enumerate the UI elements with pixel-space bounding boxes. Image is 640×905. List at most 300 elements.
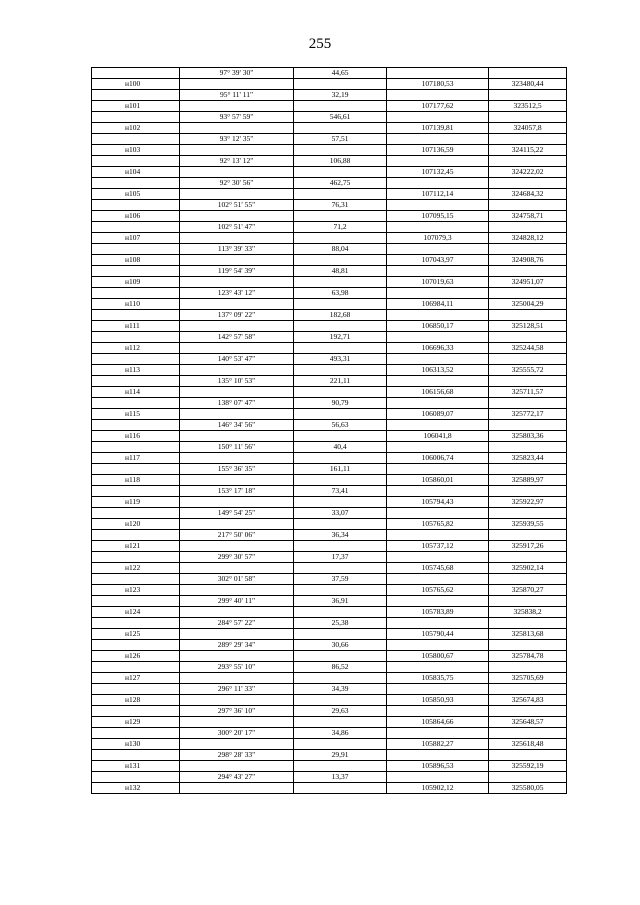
x-coordinate-cell: 105765,62 xyxy=(387,585,489,596)
point-cell: н121 xyxy=(92,541,180,552)
segment-row xyxy=(92,398,567,409)
point-row xyxy=(92,563,567,574)
angle-cell xyxy=(180,607,294,618)
point-cell xyxy=(92,486,180,497)
distance-cell: 36,34 xyxy=(294,530,387,541)
y-coordinate-cell: 325917,26 xyxy=(489,541,567,552)
angle-cell xyxy=(180,761,294,772)
angle-cell xyxy=(180,189,294,200)
x-coordinate-cell xyxy=(387,486,489,497)
distance-cell xyxy=(294,255,387,266)
point-row xyxy=(92,233,567,244)
angle-cell xyxy=(180,431,294,442)
x-coordinate-cell: 107132,45 xyxy=(387,167,489,178)
y-coordinate-cell xyxy=(489,310,567,321)
point-row xyxy=(92,255,567,266)
point-cell xyxy=(92,706,180,717)
angle-cell xyxy=(180,563,294,574)
distance-cell xyxy=(294,79,387,90)
distance-cell: 57,51 xyxy=(294,134,387,145)
distance-cell: 546,61 xyxy=(294,112,387,123)
y-coordinate-cell xyxy=(489,178,567,189)
y-coordinate-cell xyxy=(489,376,567,387)
angle-cell: 297° 36' 10" xyxy=(180,706,294,717)
y-coordinate-cell: 325870,27 xyxy=(489,585,567,596)
point-row xyxy=(92,409,567,420)
distance-cell xyxy=(294,145,387,156)
point-row xyxy=(92,321,567,332)
point-cell xyxy=(92,442,180,453)
point-cell xyxy=(92,464,180,475)
segment-row xyxy=(92,530,567,541)
point-cell: н103 xyxy=(92,145,180,156)
angle-cell: 153° 17' 18" xyxy=(180,486,294,497)
angle-cell: 302° 01' 58" xyxy=(180,574,294,585)
point-cell xyxy=(92,288,180,299)
y-coordinate-cell xyxy=(489,332,567,343)
x-coordinate-cell xyxy=(387,376,489,387)
point-cell: н102 xyxy=(92,123,180,134)
x-coordinate-cell xyxy=(387,684,489,695)
distance-cell: 71,2 xyxy=(294,222,387,233)
point-cell: н122 xyxy=(92,563,180,574)
segment-row xyxy=(92,288,567,299)
y-coordinate-cell xyxy=(489,508,567,519)
angle-cell xyxy=(180,123,294,134)
x-coordinate-cell: 107177,62 xyxy=(387,101,489,112)
point-cell xyxy=(92,200,180,211)
x-coordinate-cell: 105850,93 xyxy=(387,695,489,706)
angle-cell: 294° 43' 27" xyxy=(180,772,294,783)
angle-cell: 119° 54' 39" xyxy=(180,266,294,277)
y-coordinate-cell xyxy=(489,706,567,717)
point-cell: н130 xyxy=(92,739,180,750)
angle-cell xyxy=(180,233,294,244)
distance-cell: 63,98 xyxy=(294,288,387,299)
point-row xyxy=(92,673,567,684)
distance-cell xyxy=(294,277,387,288)
x-coordinate-cell xyxy=(387,200,489,211)
segment-row xyxy=(92,728,567,739)
segment-row xyxy=(92,442,567,453)
y-coordinate-cell: 324951,07 xyxy=(489,277,567,288)
y-coordinate-cell: 323480,44 xyxy=(489,79,567,90)
angle-cell xyxy=(180,255,294,266)
point-row xyxy=(92,695,567,706)
distance-cell xyxy=(294,541,387,552)
point-row xyxy=(92,519,567,530)
y-coordinate-cell: 325592,19 xyxy=(489,761,567,772)
x-coordinate-cell xyxy=(387,640,489,651)
x-coordinate-cell xyxy=(387,112,489,123)
x-coordinate-cell: 106156,68 xyxy=(387,387,489,398)
y-coordinate-cell xyxy=(489,156,567,167)
x-coordinate-cell xyxy=(387,310,489,321)
y-coordinate-cell xyxy=(489,486,567,497)
point-row xyxy=(92,629,567,640)
y-coordinate-cell: 325674,83 xyxy=(489,695,567,706)
point-cell: н105 xyxy=(92,189,180,200)
point-cell: н126 xyxy=(92,651,180,662)
point-cell: н115 xyxy=(92,409,180,420)
point-cell: н101 xyxy=(92,101,180,112)
y-coordinate-cell: 325922,97 xyxy=(489,497,567,508)
distance-cell: 161,11 xyxy=(294,464,387,475)
segment-row xyxy=(92,68,567,79)
distance-cell: 73,41 xyxy=(294,486,387,497)
x-coordinate-cell xyxy=(387,222,489,233)
x-coordinate-cell xyxy=(387,574,489,585)
y-coordinate-cell: 324115,22 xyxy=(489,145,567,156)
angle-cell: 150° 11' 56" xyxy=(180,442,294,453)
angle-cell: 138° 07' 47" xyxy=(180,398,294,409)
segment-row xyxy=(92,178,567,189)
distance-cell: 29,91 xyxy=(294,750,387,761)
distance-cell: 90,79 xyxy=(294,398,387,409)
distance-cell: 40,4 xyxy=(294,442,387,453)
angle-cell: 300° 20' 17" xyxy=(180,728,294,739)
segment-row xyxy=(92,266,567,277)
distance-cell: 44,65 xyxy=(294,68,387,79)
point-cell xyxy=(92,596,180,607)
angle-cell xyxy=(180,453,294,464)
angle-cell xyxy=(180,541,294,552)
point-row xyxy=(92,739,567,750)
point-cell: н108 xyxy=(92,255,180,266)
distance-cell: 493,31 xyxy=(294,354,387,365)
distance-cell xyxy=(294,167,387,178)
distance-cell: 76,31 xyxy=(294,200,387,211)
point-cell xyxy=(92,750,180,761)
distance-cell: 37,59 xyxy=(294,574,387,585)
y-coordinate-cell xyxy=(489,398,567,409)
distance-cell xyxy=(294,299,387,310)
point-row xyxy=(92,79,567,90)
x-coordinate-cell xyxy=(387,420,489,431)
y-coordinate-cell: 325705,69 xyxy=(489,673,567,684)
angle-cell xyxy=(180,277,294,288)
y-coordinate-cell xyxy=(489,90,567,101)
distance-cell: 13,37 xyxy=(294,772,387,783)
y-coordinate-cell: 325939,55 xyxy=(489,519,567,530)
x-coordinate-cell: 106006,74 xyxy=(387,453,489,464)
segment-row xyxy=(92,112,567,123)
y-coordinate-cell xyxy=(489,420,567,431)
segment-row xyxy=(92,662,567,673)
distance-cell xyxy=(294,365,387,376)
x-coordinate-cell: 106984,11 xyxy=(387,299,489,310)
x-coordinate-cell: 105765,82 xyxy=(387,519,489,530)
distance-cell xyxy=(294,739,387,750)
page-number: 255 xyxy=(308,36,332,52)
point-row xyxy=(92,277,567,288)
point-row xyxy=(92,123,567,134)
distance-cell xyxy=(294,519,387,530)
distance-cell: 221,11 xyxy=(294,376,387,387)
point-cell: н114 xyxy=(92,387,180,398)
x-coordinate-cell xyxy=(387,508,489,519)
x-coordinate-cell xyxy=(387,68,489,79)
x-coordinate-cell xyxy=(387,244,489,255)
x-coordinate-cell: 105783,89 xyxy=(387,607,489,618)
x-coordinate-cell xyxy=(387,156,489,167)
segment-row xyxy=(92,596,567,607)
point-cell: н117 xyxy=(92,453,180,464)
point-cell: н118 xyxy=(92,475,180,486)
y-coordinate-cell xyxy=(489,464,567,475)
y-coordinate-cell xyxy=(489,530,567,541)
y-coordinate-cell xyxy=(489,354,567,365)
x-coordinate-cell: 106313,52 xyxy=(387,365,489,376)
angle-cell: 289° 29' 34" xyxy=(180,640,294,651)
x-coordinate-cell xyxy=(387,750,489,761)
y-coordinate-cell: 325555,72 xyxy=(489,365,567,376)
angle-cell: 97° 39' 30" xyxy=(180,68,294,79)
angle-cell xyxy=(180,167,294,178)
x-coordinate-cell: 105902,12 xyxy=(387,783,489,794)
distance-cell: 34,86 xyxy=(294,728,387,739)
distance-cell xyxy=(294,409,387,420)
y-coordinate-cell xyxy=(489,772,567,783)
point-cell xyxy=(92,618,180,629)
angle-cell xyxy=(180,475,294,486)
angle-cell xyxy=(180,695,294,706)
point-cell: н120 xyxy=(92,519,180,530)
y-coordinate-cell xyxy=(489,552,567,563)
segment-row xyxy=(92,134,567,145)
x-coordinate-cell: 106696,33 xyxy=(387,343,489,354)
point-cell: н106 xyxy=(92,211,180,222)
segment-row xyxy=(92,486,567,497)
point-cell: н132 xyxy=(92,783,180,794)
x-coordinate-cell: 105737,12 xyxy=(387,541,489,552)
point-cell: н129 xyxy=(92,717,180,728)
segment-row xyxy=(92,772,567,783)
x-coordinate-cell xyxy=(387,618,489,629)
point-cell: н123 xyxy=(92,585,180,596)
distance-cell xyxy=(294,629,387,640)
x-coordinate-cell: 105864,66 xyxy=(387,717,489,728)
segment-row xyxy=(92,684,567,695)
distance-cell xyxy=(294,387,387,398)
point-cell xyxy=(92,398,180,409)
distance-cell xyxy=(294,343,387,354)
point-row xyxy=(92,145,567,156)
distance-cell xyxy=(294,431,387,442)
segment-row xyxy=(92,706,567,717)
segment-row xyxy=(92,420,567,431)
point-cell xyxy=(92,508,180,519)
point-row xyxy=(92,607,567,618)
angle-cell: 293° 55' 10" xyxy=(180,662,294,673)
point-row xyxy=(92,717,567,728)
angle-cell: 155° 36' 35" xyxy=(180,464,294,475)
angle-cell xyxy=(180,651,294,662)
x-coordinate-cell xyxy=(387,596,489,607)
distance-cell xyxy=(294,233,387,244)
angle-cell xyxy=(180,343,294,354)
x-coordinate-cell: 107180,53 xyxy=(387,79,489,90)
angle-cell xyxy=(180,79,294,90)
point-cell xyxy=(92,266,180,277)
x-coordinate-cell: 107019,63 xyxy=(387,277,489,288)
angle-cell: 299° 30' 57" xyxy=(180,552,294,563)
angle-cell xyxy=(180,585,294,596)
y-coordinate-cell: 324684,32 xyxy=(489,189,567,200)
y-coordinate-cell xyxy=(489,442,567,453)
angle-cell xyxy=(180,783,294,794)
angle-cell: 92° 30' 56" xyxy=(180,178,294,189)
segment-row xyxy=(92,332,567,343)
point-cell: н113 xyxy=(92,365,180,376)
angle-cell xyxy=(180,673,294,684)
distance-cell xyxy=(294,189,387,200)
angle-cell xyxy=(180,145,294,156)
y-coordinate-cell: 325244,58 xyxy=(489,343,567,354)
x-coordinate-cell: 105794,43 xyxy=(387,497,489,508)
angle-cell: 102° 51' 47" xyxy=(180,222,294,233)
point-cell xyxy=(92,684,180,695)
distance-cell xyxy=(294,651,387,662)
distance-cell: 32,19 xyxy=(294,90,387,101)
x-coordinate-cell xyxy=(387,728,489,739)
x-coordinate-cell xyxy=(387,530,489,541)
point-cell xyxy=(92,68,180,79)
segment-row xyxy=(92,508,567,519)
point-cell xyxy=(92,728,180,739)
coordinates-table xyxy=(91,67,567,794)
distance-cell: 48,81 xyxy=(294,266,387,277)
x-coordinate-cell xyxy=(387,552,489,563)
angle-cell: 137° 09' 22" xyxy=(180,310,294,321)
x-coordinate-cell: 105896,53 xyxy=(387,761,489,772)
point-cell xyxy=(92,552,180,563)
distance-cell xyxy=(294,673,387,684)
point-cell: н125 xyxy=(92,629,180,640)
segment-row xyxy=(92,750,567,761)
distance-cell xyxy=(294,607,387,618)
point-cell xyxy=(92,90,180,101)
point-cell xyxy=(92,640,180,651)
angle-cell xyxy=(180,629,294,640)
angle-cell: 299° 40' 11" xyxy=(180,596,294,607)
angle-cell xyxy=(180,739,294,750)
angle-cell xyxy=(180,321,294,332)
angle-cell: 92° 13' 12" xyxy=(180,156,294,167)
segment-row xyxy=(92,156,567,167)
distance-cell: 182,68 xyxy=(294,310,387,321)
point-cell xyxy=(92,772,180,783)
distance-cell: 462,75 xyxy=(294,178,387,189)
y-coordinate-cell: 324758,71 xyxy=(489,211,567,222)
y-coordinate-cell xyxy=(489,222,567,233)
distance-cell: 34,39 xyxy=(294,684,387,695)
angle-cell: 146° 34' 56" xyxy=(180,420,294,431)
x-coordinate-cell: 105835,75 xyxy=(387,673,489,684)
point-row xyxy=(92,585,567,596)
point-row xyxy=(92,365,567,376)
angle-cell: 140° 53' 47" xyxy=(180,354,294,365)
distance-cell: 56,63 xyxy=(294,420,387,431)
y-coordinate-cell: 325838,2 xyxy=(489,607,567,618)
angle-cell xyxy=(180,299,294,310)
distance-cell xyxy=(294,475,387,486)
x-coordinate-cell: 107136,59 xyxy=(387,145,489,156)
point-row xyxy=(92,497,567,508)
y-coordinate-cell: 325784,78 xyxy=(489,651,567,662)
y-coordinate-cell: 324057,8 xyxy=(489,123,567,134)
point-cell: н104 xyxy=(92,167,180,178)
y-coordinate-cell: 325772,17 xyxy=(489,409,567,420)
point-cell: н107 xyxy=(92,233,180,244)
x-coordinate-cell: 105860,01 xyxy=(387,475,489,486)
distance-cell xyxy=(294,123,387,134)
point-row xyxy=(92,475,567,486)
x-coordinate-cell: 106850,17 xyxy=(387,321,489,332)
point-row xyxy=(92,343,567,354)
segment-row xyxy=(92,552,567,563)
point-row xyxy=(92,189,567,200)
distance-cell xyxy=(294,783,387,794)
angle-cell: 93° 12' 35" xyxy=(180,134,294,145)
angle-cell: 142° 57' 58" xyxy=(180,332,294,343)
segment-row xyxy=(92,310,567,321)
angle-cell: 123° 43' 12" xyxy=(180,288,294,299)
point-cell xyxy=(92,134,180,145)
x-coordinate-cell xyxy=(387,134,489,145)
y-coordinate-cell xyxy=(489,618,567,629)
y-coordinate-cell xyxy=(489,68,567,79)
point-cell xyxy=(92,354,180,365)
point-cell: н109 xyxy=(92,277,180,288)
angle-cell xyxy=(180,497,294,508)
point-cell xyxy=(92,332,180,343)
y-coordinate-cell: 325813,68 xyxy=(489,629,567,640)
point-row xyxy=(92,651,567,662)
x-coordinate-cell xyxy=(387,772,489,783)
x-coordinate-cell: 105882,27 xyxy=(387,739,489,750)
point-cell: н124 xyxy=(92,607,180,618)
x-coordinate-cell xyxy=(387,398,489,409)
distance-cell: 30,66 xyxy=(294,640,387,651)
x-coordinate-cell: 106041,8 xyxy=(387,431,489,442)
point-row xyxy=(92,783,567,794)
y-coordinate-cell: 325889,97 xyxy=(489,475,567,486)
y-coordinate-cell xyxy=(489,134,567,145)
angle-cell xyxy=(180,717,294,728)
point-cell: н119 xyxy=(92,497,180,508)
point-cell xyxy=(92,376,180,387)
x-coordinate-cell: 105745,68 xyxy=(387,563,489,574)
angle-cell xyxy=(180,365,294,376)
point-row xyxy=(92,761,567,772)
angle-cell xyxy=(180,101,294,112)
distance-cell xyxy=(294,717,387,728)
x-coordinate-cell: 107079,3 xyxy=(387,233,489,244)
segment-row xyxy=(92,618,567,629)
point-cell: н128 xyxy=(92,695,180,706)
y-coordinate-cell xyxy=(489,244,567,255)
y-coordinate-cell xyxy=(489,728,567,739)
point-cell xyxy=(92,244,180,255)
distance-cell: 86,52 xyxy=(294,662,387,673)
x-coordinate-cell xyxy=(387,332,489,343)
y-coordinate-cell xyxy=(489,662,567,673)
y-coordinate-cell xyxy=(489,266,567,277)
segment-row xyxy=(92,376,567,387)
point-cell: н110 xyxy=(92,299,180,310)
x-coordinate-cell xyxy=(387,90,489,101)
